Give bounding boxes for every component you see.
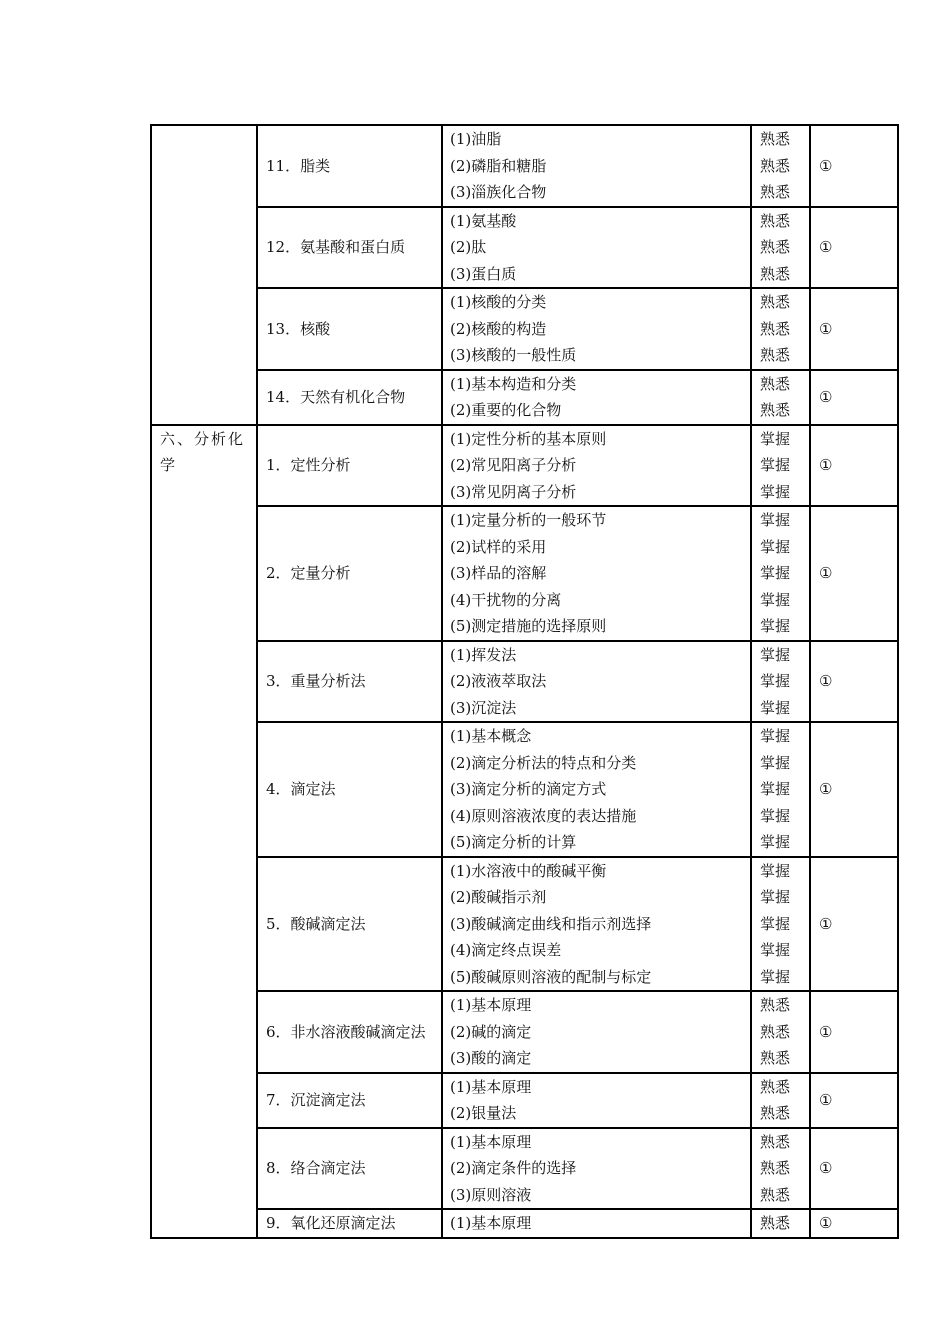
mastery-level: 掌握 (760, 967, 791, 986)
list-item: (2)滴定条件的选择 (450, 1159, 577, 1177)
topic-cell (257, 857, 442, 992)
levels-cell (751, 722, 810, 857)
list-item: (3)核酸的一般性质 (450, 346, 577, 364)
topic-cell (257, 288, 442, 370)
exam-unit-cell (810, 425, 898, 507)
levels-cell (751, 991, 810, 1073)
syllabus-body (151, 125, 898, 1238)
mastery-level: 熟悉 (760, 156, 791, 175)
exam-unit-mark: ① (819, 1214, 833, 1232)
list-item: (2)滴定分析法的特点和分类 (450, 753, 637, 772)
list-item: (1)定性分析的基本原则 (450, 429, 607, 448)
list-item: (1)挥发法 (450, 645, 517, 664)
exam-unit-mark: ① (819, 1090, 833, 1109)
topic-cell (257, 1073, 442, 1128)
mastery-level: 熟悉 (760, 1214, 791, 1232)
topic-title: 6．非水溶液酸碱滴定法 (266, 1022, 426, 1041)
list-item: (1)基本原理 (450, 1214, 532, 1232)
list-item: (1)氨基酸 (450, 211, 517, 230)
topic-title: 8．络合滴定法 (266, 1159, 366, 1177)
list-item: (2)磷脂和糖脂 (450, 156, 547, 175)
levels-cell (751, 506, 810, 641)
table-row (151, 125, 898, 207)
items-cell (442, 506, 751, 641)
mastery-level: 掌握 (760, 914, 791, 933)
list-item: (2)核酸的构造 (450, 319, 547, 338)
list-item: (3)蛋白质 (450, 264, 517, 283)
mastery-level: 掌握 (760, 780, 791, 798)
topic-title: 2．定量分析 (266, 564, 351, 582)
list-item: (1)油脂 (450, 130, 502, 148)
levels-cell (751, 370, 810, 425)
mastery-level: 熟悉 (760, 319, 791, 338)
topic-cell (257, 1128, 442, 1210)
list-item: (5)滴定分析的计算 (450, 833, 577, 851)
topic-cell (257, 1209, 442, 1238)
list-item: (1)基本原理 (450, 996, 532, 1014)
exam-unit-mark: ① (819, 1022, 833, 1041)
list-item: (1)水溶液中的酸碱平衡 (450, 861, 607, 880)
list-item: (2)银量法 (450, 1104, 517, 1122)
items-cell (442, 1073, 751, 1128)
section-title: 六、分析化学 (160, 429, 246, 474)
mastery-level: 掌握 (760, 672, 791, 690)
topic-title: 14．天然有机化合物 (266, 387, 406, 406)
table-row (151, 1073, 898, 1128)
items-cell (442, 207, 751, 289)
items-cell (442, 370, 751, 425)
list-item: (2)液液萃取法 (450, 672, 547, 690)
mastery-level: 掌握 (760, 617, 791, 635)
exam-unit-mark: ① (819, 780, 833, 798)
table-row (151, 1209, 898, 1238)
mastery-level: 掌握 (760, 861, 791, 880)
exam-unit-mark: ① (819, 914, 833, 933)
list-item: (3)酸的滴定 (450, 1049, 532, 1067)
mastery-level: 掌握 (760, 833, 791, 851)
topic-title: 5．酸碱滴定法 (266, 914, 366, 933)
list-item: (4)滴定终点误差 (450, 941, 562, 959)
exam-unit-cell (810, 1073, 898, 1128)
syllabus-table (150, 124, 899, 1239)
exam-unit-cell (810, 1128, 898, 1210)
topic-cell (257, 370, 442, 425)
exam-unit-mark: ① (819, 387, 833, 406)
exam-unit-mark: ① (819, 1159, 833, 1177)
exam-unit-mark: ① (819, 672, 833, 690)
table-row (151, 207, 898, 289)
list-item: (3)淄族化合物 (450, 183, 547, 201)
mastery-level: 熟悉 (760, 1049, 791, 1067)
levels-cell (751, 857, 810, 992)
mastery-level: 掌握 (760, 806, 791, 825)
topic-title: 4．滴定法 (266, 780, 336, 798)
mastery-level: 掌握 (760, 753, 791, 772)
items-cell (442, 288, 751, 370)
mastery-level: 熟悉 (760, 1077, 791, 1096)
items-cell (442, 722, 751, 857)
list-item: (2)试样的采用 (450, 537, 547, 556)
levels-cell (751, 207, 810, 289)
list-item: (3)滴定分析的滴定方式 (450, 780, 607, 798)
exam-unit-mark: ① (819, 319, 833, 338)
exam-unit-cell (810, 641, 898, 723)
list-item: (2)酸碱指示剂 (450, 888, 547, 906)
topic-title: 3．重量分析法 (266, 672, 366, 690)
items-cell (442, 425, 751, 507)
mastery-level: 熟悉 (760, 1104, 791, 1122)
levels-cell (751, 1073, 810, 1128)
list-item: (1)核酸的分类 (450, 293, 547, 311)
exam-unit-cell (810, 207, 898, 289)
mastery-level: 熟悉 (760, 996, 791, 1014)
items-cell (442, 641, 751, 723)
mastery-level: 熟悉 (760, 401, 791, 419)
items-cell (442, 991, 751, 1073)
topic-cell (257, 125, 442, 207)
list-item: (2)肽 (450, 238, 487, 256)
table-row (151, 506, 898, 641)
list-item: (2)常见阳离子分析 (450, 456, 577, 474)
table-row (151, 722, 898, 857)
mastery-level: 熟悉 (760, 130, 791, 148)
items-cell (442, 1209, 751, 1238)
list-item: (4)干扰物的分离 (450, 590, 562, 609)
list-item: (1)基本构造和分类 (450, 374, 577, 393)
topic-cell (257, 506, 442, 641)
levels-cell (751, 1128, 810, 1210)
exam-unit-cell (810, 288, 898, 370)
exam-unit-mark: ① (819, 238, 833, 256)
list-item: (3)沉淀法 (450, 698, 517, 717)
exam-unit-cell (810, 991, 898, 1073)
items-cell (442, 857, 751, 992)
list-item: (1)基本原理 (450, 1132, 532, 1151)
mastery-level: 熟悉 (760, 238, 791, 256)
mastery-level: 掌握 (760, 456, 791, 474)
topic-cell (257, 425, 442, 507)
levels-cell (751, 425, 810, 507)
list-item: (1)定量分析的一般环节 (450, 511, 607, 529)
table-row (151, 857, 898, 992)
list-item: (1)基本概念 (450, 727, 532, 745)
exam-unit-cell (810, 370, 898, 425)
exam-unit-cell (810, 125, 898, 207)
mastery-level: 掌握 (760, 537, 791, 556)
list-item: (1)基本原理 (450, 1077, 532, 1096)
levels-cell (751, 641, 810, 723)
list-item: (3)样品的溶解 (450, 564, 547, 582)
mastery-level: 熟悉 (760, 346, 791, 364)
topic-title: 1．定性分析 (266, 456, 351, 474)
section-cell (151, 425, 257, 1238)
exam-unit-cell (810, 722, 898, 857)
list-item: (3)常见阴离子分析 (450, 482, 577, 501)
table-row (151, 425, 898, 507)
exam-unit-cell (810, 857, 898, 992)
mastery-level: 掌握 (760, 645, 791, 664)
mastery-level: 掌握 (760, 511, 791, 529)
levels-cell (751, 125, 810, 207)
section-cell (151, 125, 257, 425)
list-item: (2)碱的滴定 (450, 1022, 532, 1041)
topic-title: 13．核酸 (266, 319, 331, 338)
topic-title: 12．氨基酸和蛋白质 (266, 238, 406, 256)
list-item: (5)酸碱原则溶液的配制与标定 (450, 967, 652, 986)
list-item: (4)原则溶液浓度的表达措施 (450, 806, 637, 825)
mastery-level: 熟悉 (760, 211, 791, 230)
exam-unit-mark: ① (819, 156, 833, 175)
mastery-level: 熟悉 (760, 183, 791, 201)
mastery-level: 掌握 (760, 727, 791, 745)
table-row (151, 370, 898, 425)
exam-unit-cell (810, 1209, 898, 1238)
mastery-level: 熟悉 (760, 374, 791, 393)
list-item: (2)重要的化合物 (450, 401, 562, 419)
levels-cell (751, 288, 810, 370)
table-row (151, 1128, 898, 1210)
mastery-level: 掌握 (760, 482, 791, 501)
table-row (151, 288, 898, 370)
topic-cell (257, 722, 442, 857)
mastery-level: 熟悉 (760, 1022, 791, 1041)
list-item: (3)原则溶液 (450, 1185, 532, 1204)
mastery-level: 掌握 (760, 429, 791, 448)
list-item: (3)酸碱滴定曲线和指示剂选择 (450, 914, 652, 933)
exam-unit-cell (810, 506, 898, 641)
items-cell (442, 125, 751, 207)
levels-cell (751, 1209, 810, 1238)
table-row (151, 991, 898, 1073)
mastery-level: 熟悉 (760, 1185, 791, 1204)
exam-unit-mark: ① (819, 456, 833, 474)
topic-title: 9．氧化还原滴定法 (266, 1214, 396, 1232)
topic-title: 7．沉淀滴定法 (266, 1090, 366, 1109)
mastery-level: 掌握 (760, 698, 791, 717)
topic-cell (257, 207, 442, 289)
topic-cell (257, 641, 442, 723)
mastery-level: 掌握 (760, 564, 791, 582)
mastery-level: 掌握 (760, 941, 791, 959)
mastery-level: 熟悉 (760, 264, 791, 283)
mastery-level: 熟悉 (760, 1159, 791, 1177)
mastery-level: 掌握 (760, 590, 791, 609)
mastery-level: 熟悉 (760, 1132, 791, 1151)
mastery-level: 熟悉 (760, 293, 791, 311)
topic-title: 11．脂类 (266, 156, 331, 175)
list-item: (5)测定措施的选择原则 (450, 617, 607, 635)
items-cell (442, 1128, 751, 1210)
table-row (151, 641, 898, 723)
mastery-level: 掌握 (760, 888, 791, 906)
exam-unit-mark: ① (819, 564, 833, 582)
topic-cell (257, 991, 442, 1073)
